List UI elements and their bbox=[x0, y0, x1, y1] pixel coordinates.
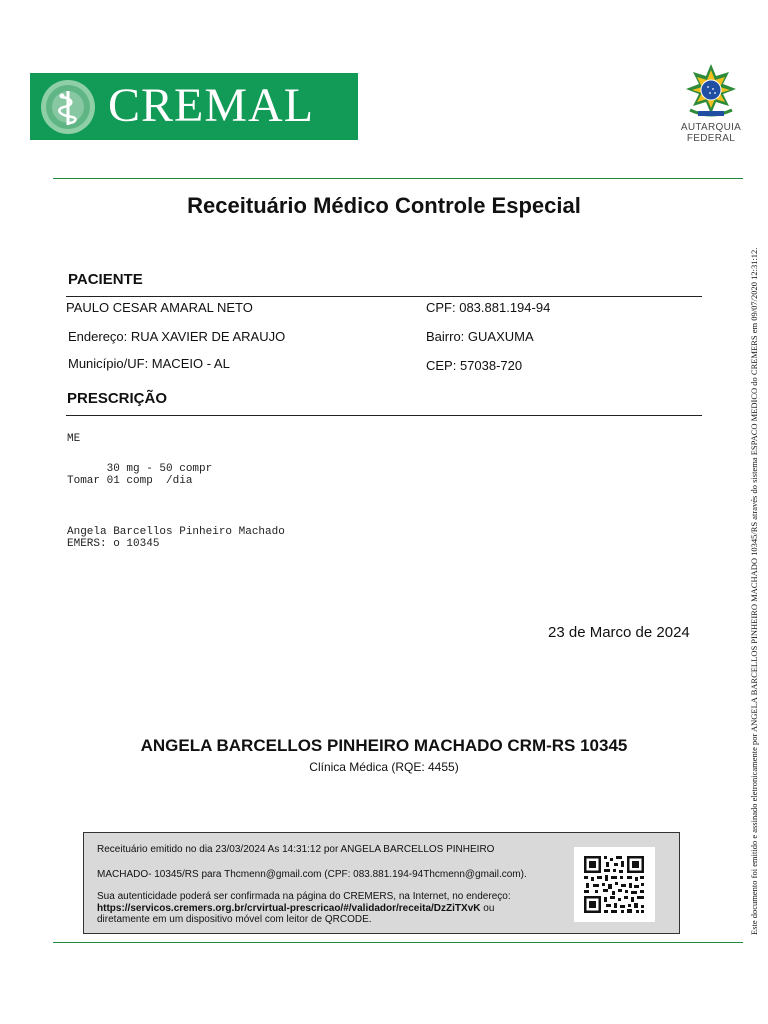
doctor-specialty: Clínica Médica (RQE: 4455) bbox=[309, 760, 459, 774]
doctor-name: ANGELA BARCELLOS PINHEIRO MACHADO CRM-RS 10345 bbox=[140, 736, 628, 755]
patient-neighborhood: Bairro: GUAXUMA bbox=[426, 329, 534, 344]
brazil-coat-of-arms-icon bbox=[682, 62, 740, 120]
patient-divider bbox=[66, 296, 702, 297]
prescription-line: Angela Barcellos Pinheiro Machado bbox=[67, 526, 285, 538]
patient-name: PAULO CESAR AMARAL NETO bbox=[66, 300, 253, 315]
autarquia-federal-label: AUTARQUIA FEDERAL bbox=[680, 122, 742, 144]
caduceus-icon bbox=[40, 79, 96, 135]
patient-zip: CEP: 57038-720 bbox=[426, 358, 523, 373]
verification-url-link[interactable]: https://servicos.cremers.org.br/crvirtual-prescricao/#/validador/receita/DzZiTXvK bbox=[97, 903, 481, 914]
verification-url-line: https://servicos.cremers.org.br/crvirtual-prescricao/#/validador/receita/DzZiTXvK ou bbox=[97, 903, 495, 914]
patient-cpf: CPF: 083.881.194-94 bbox=[426, 300, 551, 315]
footer-divider bbox=[53, 942, 743, 943]
verification-line: MACHADO- 10345/RS para Thcmenn@gmail.com (CPF: 083.881.194-94Thcmenn@gmail.com). bbox=[97, 869, 527, 880]
prescription-date: 23 de Marco de 2024 bbox=[548, 624, 690, 641]
header-divider bbox=[53, 178, 743, 179]
prescription-line: 30 mg - 50 compr bbox=[67, 463, 213, 475]
document-title: Receituário Médico Controle Especial bbox=[187, 193, 581, 218]
prescription-line: Tomar 01 comp /dia bbox=[67, 475, 193, 487]
qr-code-icon bbox=[574, 847, 655, 922]
prescription-line: ME bbox=[67, 433, 81, 445]
prescription-heading: PRESCRIÇÃO bbox=[67, 390, 168, 407]
prescription-line: EMERS: o 10345 bbox=[67, 538, 160, 550]
qr-code-container bbox=[574, 847, 655, 922]
logo-text: CREMAL bbox=[108, 79, 315, 132]
verification-line: Receituário emitido no dia 23/03/2024 As 14:31:12 por ANGELA BARCELLOS PINHEIRO bbox=[97, 844, 495, 855]
electronic-signature-note: Este documento foi emitido e assinado eletronicamente por ANGELA BARCELLOS PINHEIRO MACHADO 10345/RS através do sistema ESPACO MEDICO do CREMERS em 09/07/2020 12:31:12. bbox=[749, 247, 759, 935]
verification-line: diretamente em um dispositivo móvel com leitor de QRCODE. bbox=[97, 914, 372, 925]
prescription-divider bbox=[66, 415, 702, 416]
verification-line: Sua autenticidade poderá ser confirmada na página do CREMERS, na Internet, no endereço: bbox=[97, 891, 511, 902]
patient-city: Município/UF: MACEIO - AL bbox=[68, 356, 230, 371]
patient-heading: PACIENTE bbox=[68, 271, 143, 288]
patient-address: Endereço: RUA XAVIER DE ARAUJO bbox=[68, 329, 286, 344]
